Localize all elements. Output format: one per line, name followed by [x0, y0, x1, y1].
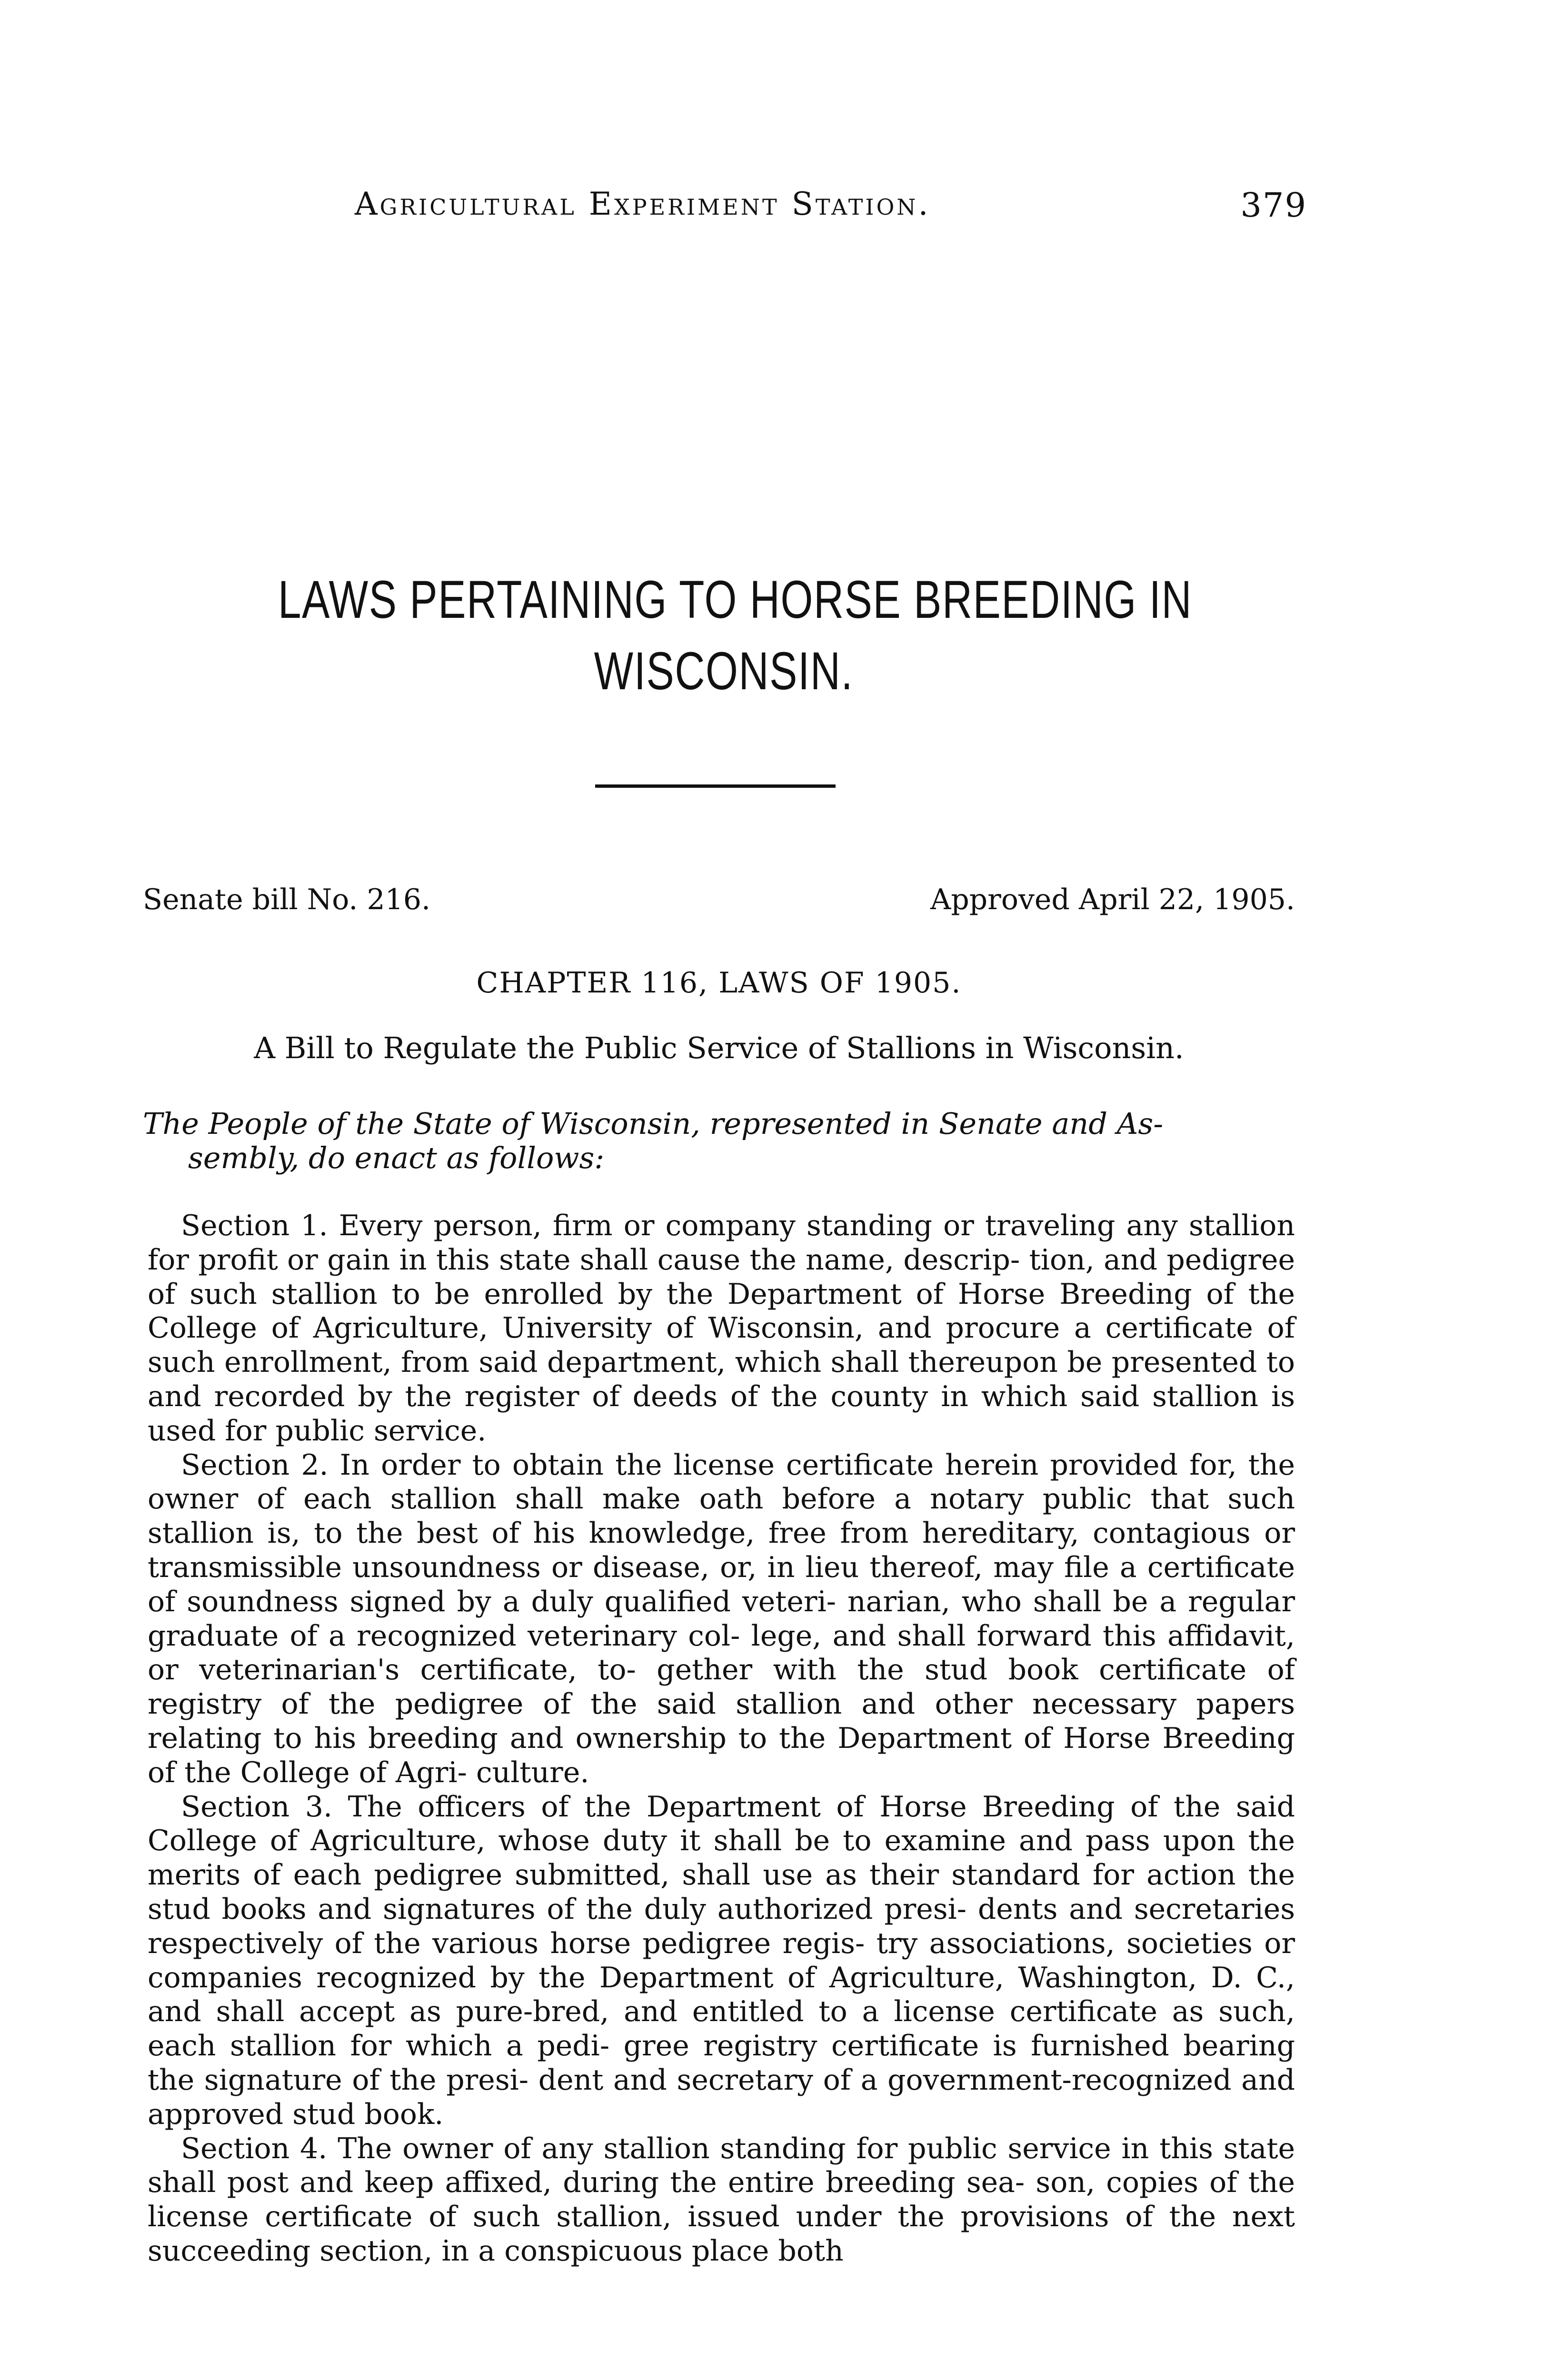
page-number: 379 — [1240, 186, 1307, 225]
section-2: Section 2. In order to obtain the license certificate herein provided for, the owner of each stallion shall make oath before a notary public that such stallion is, to the best of his knowledge, free from hereditary, contagious or transmissible unsoundness or disease, or, in lieu thereof, may file a certificate of soundness signed by a duly qualified veteri- narian, who shall be a regular graduate of a recognized veterinary col- lege, and shall forward this affidavit, or veterinarian's certificate, to- gether with the stud book certificate of registry of the pedigree of the said stallion and other necessary papers relating to his breeding and ownership to the Department of Horse Breeding of the College of Agri- culture. — [148, 1448, 1295, 1789]
enacting-clause — [143, 1107, 1300, 1175]
title-divider — [595, 784, 836, 788]
chapter-heading: CHAPTER 116, LAWS OF 1905. — [476, 966, 962, 1000]
section-3: Section 3. The officers of the Department of Horse Breeding of the said College of Agriculture, whose duty it shall be to examine and pass upon the merits of each pedigree submitted, shall use as their standard for action the stud books and signatures of the duly authorized presi- dents and secretaries respectively of the various horse pedigree regis- try associations, societies or companies recognized by the Department of Agriculture, Washington, D. C., and shall accept as pure-bred, and entitled to a license certificate as such, each stallion for which a pedi- gree registry certificate is furnished bearing the signature of the presi- dent and secretary of a government-recognized and approved stud book. — [148, 1790, 1295, 2131]
section-4: Section 4. The owner of any stallion standing for public service in this state shall post and keep affixed, during the entire breeding sea- son, copies of the license certificate of such stallion, issued under the provisions of the next succeeding section, in a conspicuous place both — [148, 2132, 1295, 2268]
document-title — [278, 564, 1193, 707]
enacting-clause-line-2: sembly, do enact as follows: — [188, 1140, 605, 1175]
bill-info — [143, 883, 1295, 926]
title-line-1: LAWS PERTAINING TO HORSE BREEDING IN — [278, 570, 1193, 629]
enacting-clause-line-1: The People of the State of Wisconsin, represented in Senate and As- — [143, 1106, 1164, 1141]
running-header — [355, 186, 1307, 238]
title-line-2: WISCONSIN. — [594, 641, 854, 701]
bill-title: A Bill to Regulate the Public Service of Stallions in Wisconsin. — [254, 1031, 1184, 1065]
section-1: Section 1. Every person, firm or company standing or traveling any stallion for profit or gain in this state shall cause the name, descrip- tion, and pedigree of such stallion to be enrolled by the Department of Horse Breeding of the College of Agriculture, University of Wisconsin, and procure a certificate of such enrollment, from said department, which shall thereupon be presented to and recorded by the register of deeds of the county in which said stallion is used for public service. — [148, 1209, 1295, 1448]
approval-date: Approved April 22, 1905. — [930, 883, 1295, 916]
running-title: Agricultural Experiment Station. — [355, 186, 931, 222]
body-text — [148, 1209, 1295, 2269]
bill-number: Senate bill No. 216. — [143, 883, 431, 916]
